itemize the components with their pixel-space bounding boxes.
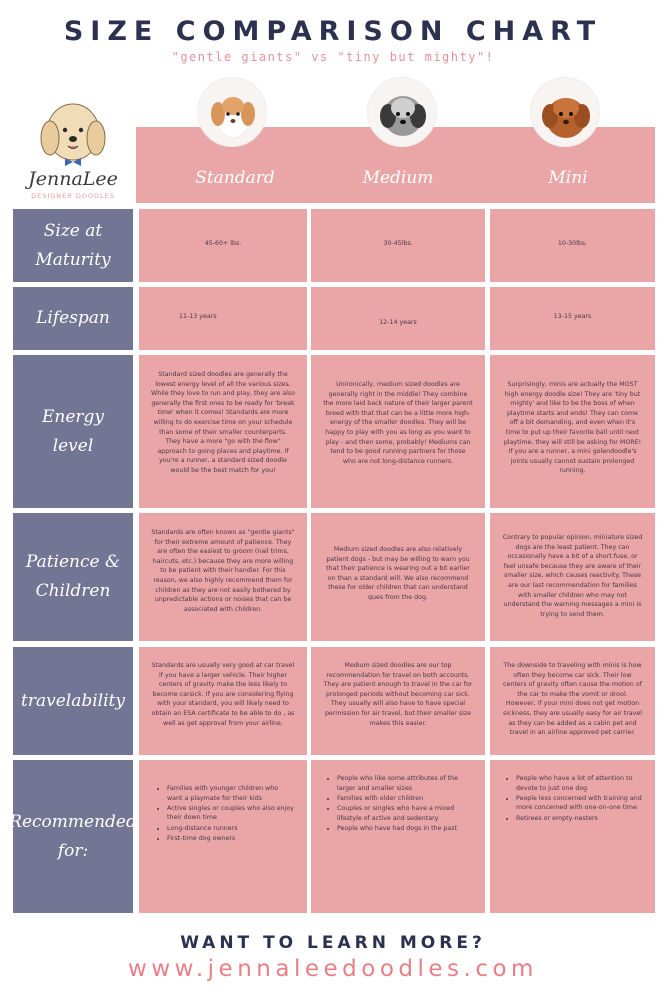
mini-puppy-icon	[531, 78, 600, 147]
list-item: • People who like some attributes of the larger and smaller sizes	[337, 774, 473, 793]
list-item: • Active singles or couples who also enjoy their down time	[167, 804, 295, 823]
list-item: • People who have a lot of attention to devote to just one dog	[516, 774, 643, 793]
website-link[interactable]: www.jennaleedoodles.com	[128, 956, 538, 982]
lifespan-standard: 11-13 years	[139, 287, 307, 350]
recommended-mini	[490, 760, 655, 913]
column-header-mini: Mini	[548, 168, 588, 188]
list-item: • Long-distance runners	[167, 824, 295, 834]
patience-mini: Contrary to popular opinion, miniature sized dogs are the least patient. They can occasionally have a bit of a short fuse, or feel unsafe because they are aware of their smaller size, which causes reactivity. These are our last recommendation for families with smaller children who may not understand the warning messages a mini is trying to send them.	[490, 513, 655, 641]
lifespan-medium: 12-14 years	[311, 287, 485, 350]
column-header-medium: Medium	[362, 168, 434, 188]
row-label-energy: Energy level	[13, 355, 133, 508]
recommended-mini-list	[490, 774, 643, 823]
size-mini: 10-30lbs.	[490, 209, 655, 282]
patience-medium: Medium sized doodles are also relatively patient dogs - but may be willing to warn you that their patience is wearing out a bit earlier on than a standard will. We also recommend these for older children that can understand ques from the dog.	[311, 513, 485, 641]
list-item: • Couples or singles who have a mixed lifestyle of active and sedentary	[337, 804, 473, 823]
list-item: • Families with younger children who want a playmate for their kids	[167, 784, 295, 803]
logo-tagline: DESIGNER DOODLES	[31, 192, 115, 200]
patience-standard: Standards are often known as "gentle giants" for their extreme amount of patience. They are often the easiest to groom (nail trims, haircuts, etc.) because they are more willing to be patient with their handler. For this reason, we also highly recommend them for children as they are not easily bothered by unpredictable actions or noises that can be associated with children.	[139, 513, 307, 641]
logo-name: JennaLee	[28, 168, 118, 190]
footer-question: WANT TO LEARN MORE?	[180, 933, 486, 953]
medium-puppy-photo	[367, 77, 437, 147]
travel-standard: Standards are usually very good at car travel if you have a larger vehicle. Their higher centers of gravity make the less likely to become carsick. If you are considering flying with your standard, you will likely need to obtain an ESA certificate to be able to do , as well as get approval from your airline.	[139, 647, 307, 755]
standard-puppy-photo	[197, 77, 267, 147]
size-medium: 30-45lbs.	[311, 209, 485, 282]
travel-mini: The downside to traveling with minis is how often they become car sick. Their low centers of gravity often cause the motion of the car to make the vomit or drool. However, if your mini does not get motion sickness, they are usually easy for air travel as they can be added as a cabin pet and travel in an airline approved pet carrier.	[490, 647, 655, 755]
mini-puppy-photo	[530, 77, 600, 147]
standard-puppy-icon	[198, 78, 267, 147]
list-item: • Retirees or empty-nesters	[516, 814, 643, 824]
energy-standard: Standard sized doodles are generally the lowest energy level of all the various sizes. While they love to run and play, they are also generally the first ones to be ready for 'break time' when it comes! Standards are more willing to do exercise time on your schedule than some of their smaller counterparts. They have a more "go with the flow" approach to going places and playtime. If you're a runner, a standard sized doodle would be the best match for you!	[139, 355, 307, 508]
row-label-travelability: travelability	[13, 647, 133, 755]
list-item: • First-time dog owners	[167, 834, 295, 844]
energy-mini: Surprisingly, minis are actually the MOST high energy doodle size! They are 'tiny but mighty' and like to be the boss of when playtime starts and ends! They can come off a bit demanding, and even when it's time to put up their favorite ball until next playtime, they will still be asking for MORE! If you are a runner, a mini golendoodle's joints usually cannot sustain prolonged running.	[490, 355, 655, 508]
lifespan-mini: 13-15 years	[490, 287, 655, 350]
medium-puppy-icon	[368, 78, 437, 147]
row-label-recommended: Recommended for:	[13, 760, 133, 913]
recommended-standard-list	[141, 784, 295, 843]
page-subtitle: "gentle giants" vs "tiny but mighty"!	[171, 50, 495, 64]
logo	[20, 98, 126, 204]
travel-medium: Medium sized doodles are our top recommendation for travel on both accounts. They are patient enough to travel in the car for prolonged periods without becoming car sick. They usually will also have to have special permission for air travel, but their smaller size makes this easier.	[311, 647, 485, 755]
column-header-standard: Standard	[195, 168, 275, 188]
doodle-dog-logo-icon	[38, 98, 108, 170]
row-label-lifespan: Lifespan	[13, 287, 133, 350]
recommended-standard	[139, 760, 307, 913]
list-item: • People who have had dogs in the past	[337, 824, 473, 834]
recommended-medium	[311, 760, 485, 913]
row-label-patience: Patience & Children	[13, 513, 133, 641]
size-standard: 45-60+ lbs.	[139, 209, 307, 282]
recommended-medium-list	[311, 774, 473, 833]
list-item: • Families with older children	[337, 794, 473, 804]
energy-medium: Unironically, medium sized doodles are generally right in the middle! They combine the more laid back nature of their larger parent breed with that that can be a little more high-energy of the smaller doodles. They will be happy to play with you as long as you want to play - and then some, probably! Mediums can tend to be good running partners for those who are not long-distance runners.	[311, 355, 485, 508]
row-label-size: Size at Maturity	[13, 209, 133, 282]
page-title: SIZE COMPARISON CHART	[63, 16, 603, 47]
list-item: • People less concerned with training and more concerned with one-on-one time	[516, 794, 643, 813]
